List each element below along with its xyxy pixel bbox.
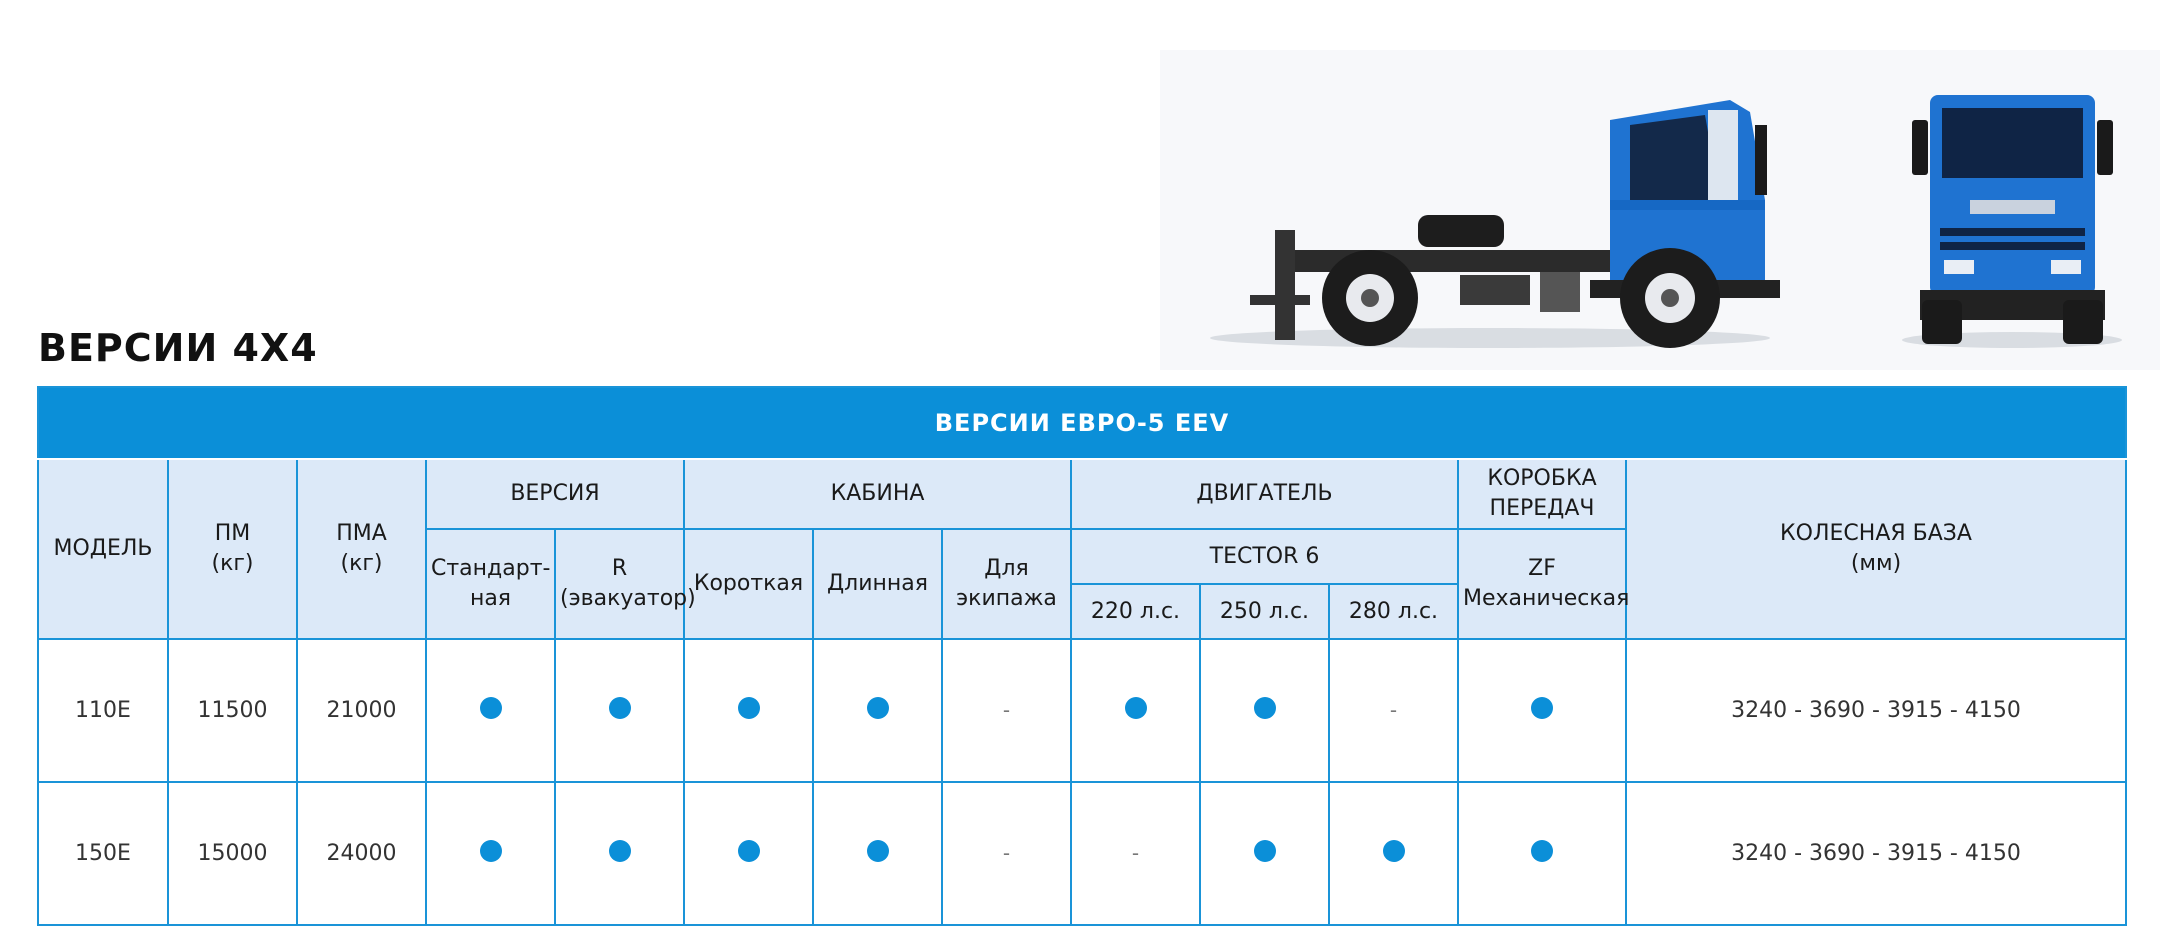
cell-cabin-crew [942,782,1071,925]
availability-dot-icon [609,697,631,719]
cell-hp280 [1329,639,1458,782]
col-header-pm-text: ПМ (кг) [211,521,254,576]
cell-cabin-short [684,782,813,925]
availability-dot-icon [1254,697,1276,719]
col-header-version-std-text: Стандарт- ная [431,556,551,611]
cell-version-r [555,639,684,782]
col-header-hp220: 220 л.с. [1071,584,1200,639]
cell-model: 150E [38,782,168,925]
availability-dot-icon [1254,840,1276,862]
col-header-cabin-crew [942,529,1071,639]
availability-dot-icon [1531,697,1553,719]
availability-dot-icon [480,840,502,862]
col-header-hp250: 250 л.с. [1200,584,1329,639]
col-header-version-r-text: R (эвакуатор) [560,556,696,611]
cell-version-std [426,782,555,925]
col-header-pma-text: ПМА (кг) [336,521,387,576]
col-header-cabin-crew-text: Для экипажа [956,556,1057,611]
availability-dot-icon [738,697,760,719]
table-body [38,639,2126,925]
truck-front-view [1902,95,2122,348]
cell-cabin-short [684,639,813,782]
availability-dot-icon [867,697,889,719]
availability-dot-icon [1531,840,1553,862]
cell-hp280 [1329,782,1458,925]
col-header-pma [297,459,426,639]
cell-wheelbase: 3240 - 3690 - 3915 - 4150 [1626,639,2126,782]
cell-pma: 21000 [297,639,426,782]
col-group-cabin: КАБИНА [684,459,1071,529]
table-row [38,639,2126,782]
col-header-cabin-short: Короткая [684,529,813,639]
cell-cabin-crew [942,639,1071,782]
cell-cabin-long [813,782,942,925]
col-group-engine: ДВИГАТЕЛЬ [1071,459,1458,529]
table-row [38,782,2126,925]
cell-hp220 [1071,782,1200,925]
cell-version-r [555,782,684,925]
availability-dot-icon [1125,697,1147,719]
col-header-cabin-long: Длинная [813,529,942,639]
cell-version-std [426,639,555,782]
col-header-version-r [555,529,696,639]
cell-pm: 11500 [168,639,297,782]
col-group-gearbox-text: КОРОБКА ПЕРЕДАЧ [1487,466,1597,521]
not-available-mark: - [1131,841,1140,865]
col-header-engine-name: TECTOR 6 [1071,529,1458,584]
col-header-version-std [426,529,555,639]
col-header-wheelbase-text: КОЛЕСНАЯ БАЗА (мм) [1780,521,1972,576]
col-group-version: ВЕРСИЯ [426,459,684,529]
cell-pm: 15000 [168,782,297,925]
col-header-gearbox-type [1458,529,1630,639]
not-available-mark: - [1002,841,1011,865]
availability-dot-icon [1383,840,1405,862]
page-title: ВЕРСИИ 4X4 [38,326,318,370]
not-available-mark: - [1002,698,1011,722]
table-banner: ВЕРСИИ ЕВРО-5 EEV [38,387,2126,459]
availability-dot-icon [867,840,889,862]
col-header-pm [168,459,297,639]
versions-table [37,386,2127,926]
cell-wheelbase: 3240 - 3690 - 3915 - 4150 [1626,782,2126,925]
availability-dot-icon [609,840,631,862]
cell-hp250 [1200,639,1329,782]
col-header-hp280: 280 л.с. [1329,584,1458,639]
not-available-mark: - [1389,698,1398,722]
cell-model: 110E [38,639,168,782]
cell-gearbox [1458,639,1626,782]
col-group-gearbox [1458,459,1626,529]
availability-dot-icon [480,697,502,719]
col-header-wheelbase [1626,459,2126,639]
truck-illustration [1160,50,2160,370]
cell-gearbox [1458,782,1626,925]
col-header-model: МОДЕЛЬ [38,459,168,639]
cell-hp250 [1200,782,1329,925]
availability-dot-icon [738,840,760,862]
col-header-gearbox-type-text: ZF Механическая [1463,556,1630,611]
cell-hp220 [1071,639,1200,782]
cell-pma: 24000 [297,782,426,925]
cell-cabin-long [813,639,942,782]
